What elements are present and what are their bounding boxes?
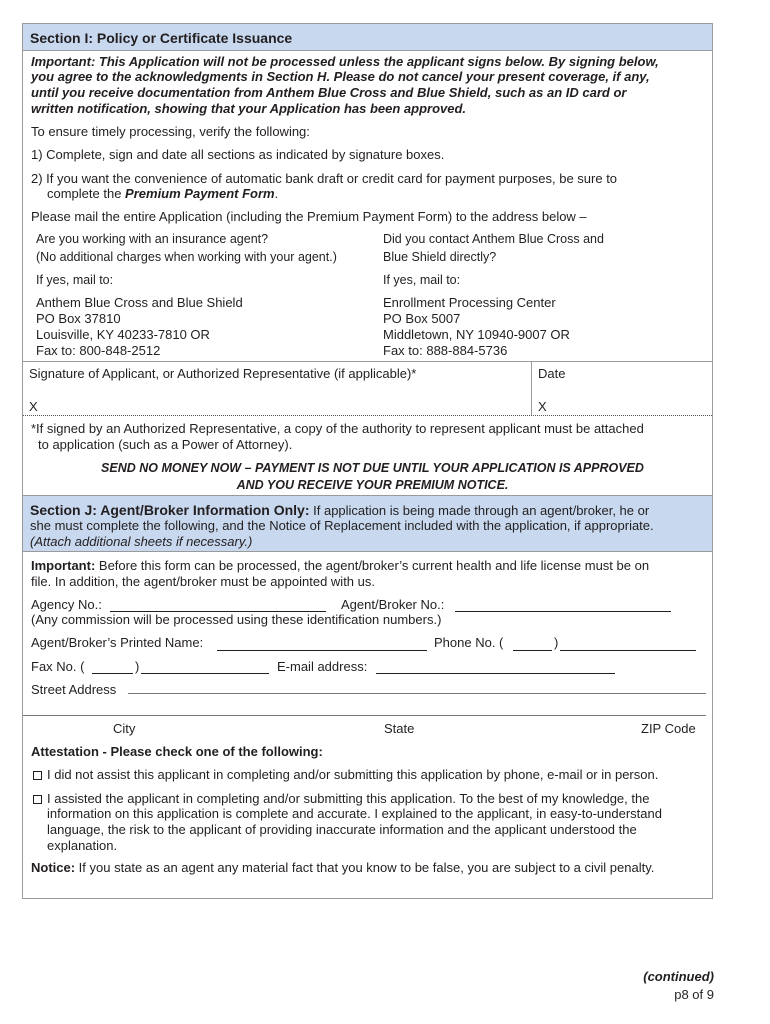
- item2-suffix: .: [274, 186, 279, 201]
- signature-divider: [531, 361, 532, 415]
- option-2-cont: information on this application is complete and accurate. I explained to the applicant, in easy-to-understand: [47, 806, 662, 821]
- send-no-money-notice: SEND NO MONEY NOW – PAYMENT IS NOT DUE UNTIL YOUR APPLICATION IS APPROVED: [101, 461, 644, 475]
- send-no-money-notice-cont: AND YOU RECEIVE YOUR PREMIUM NOTICE.: [236, 478, 509, 492]
- signature-field[interactable]: X: [29, 399, 38, 414]
- direct-mail-to: If yes, mail to:: [383, 273, 461, 287]
- agency-no-label: Agency No.:: [31, 597, 102, 612]
- option-2-checkbox[interactable]: [33, 795, 42, 804]
- direct-address-line: PO Box 5007: [383, 311, 461, 326]
- fax-close-paren: ): [135, 659, 140, 674]
- city-state-zip-field[interactable]: [23, 715, 706, 716]
- phone-close-paren: ): [554, 635, 559, 650]
- direct-fax: Fax to: 888-884-5736: [383, 343, 508, 358]
- fax-label: Fax No. (: [31, 659, 85, 674]
- phone-number-field[interactable]: [560, 650, 696, 651]
- authorized-rep-footnote: *If signed by an Authorized Representative, a copy of the authority to represent applicant must be attached: [31, 421, 644, 436]
- notice-label: Notice:: [31, 860, 76, 875]
- item2-prefix: complete the: [47, 186, 126, 201]
- section-j-attach-note: (Attach additional sheets if necessary.): [30, 534, 253, 549]
- agent-no-label: Agent/Broker No.:: [341, 597, 445, 612]
- date-label: Date: [538, 366, 566, 381]
- option-1-label: I did not assist this applicant in completing and/or submitting this application by phone, e-mail or in person.: [47, 767, 659, 782]
- mail-instructions: Please mail the entire Application (including the Premium Payment Form) to the address below –: [31, 209, 587, 224]
- direct-address-line: Middletown, NY 10940-9007 OR: [383, 327, 570, 342]
- agent-important-line: [31, 558, 649, 574]
- agent-mail-to: If yes, mail to:: [36, 273, 114, 287]
- agent-important-cont: file. In addition, the agent/broker must be appointed with us.: [31, 574, 375, 589]
- phone-area-code-field[interactable]: [513, 650, 552, 651]
- important-line: until you receive documentation from Anthem Blue Cross and Blue Shield, such as an ID card or: [31, 85, 627, 100]
- important-text: Before this form can be processed, the agent/broker’s current health and life license must be on: [95, 558, 650, 573]
- commission-note: (Any commission will be processed using these identification numbers.): [31, 612, 442, 627]
- attestation-heading: Attestation - Please check one of the following:: [31, 744, 323, 759]
- attestation-option-1: [33, 767, 658, 783]
- authorized-rep-footnote-cont: to application (such as a Power of Attorney).: [38, 437, 293, 452]
- signature-bottom-rule: [23, 415, 712, 416]
- agent-no-field[interactable]: [455, 611, 671, 612]
- email-field[interactable]: [376, 673, 615, 674]
- option-2-cont: language, the risk to the applicant of providing inaccurate information and the applicant understood the: [47, 822, 637, 837]
- option-2-cont: explanation.: [47, 838, 118, 853]
- important-label: Important:: [31, 558, 96, 573]
- agent-address-line: PO Box 37810: [36, 311, 121, 326]
- printed-name-label: Agent/Broker’s Printed Name:: [31, 635, 204, 650]
- fax-number-field[interactable]: [141, 673, 269, 674]
- checklist-item-2-cont: [47, 186, 278, 202]
- state-label: State: [384, 721, 415, 736]
- page-number: p8 of 9: [674, 987, 714, 1002]
- printed-name-field[interactable]: [217, 650, 427, 651]
- option-1-checkbox[interactable]: [33, 771, 42, 780]
- signature-top-rule: [23, 361, 712, 362]
- phone-label: Phone No. (: [434, 635, 504, 650]
- notice-text: If you state as an agent any material fact that you know to be false, you are subject to a civil penalty.: [75, 860, 655, 875]
- section-j-title-line: [30, 502, 649, 519]
- city-label: City: [113, 721, 136, 736]
- fax-area-code-field[interactable]: [92, 673, 133, 674]
- notice-line: [31, 860, 654, 876]
- section-j-instructions: she must complete the following, and the Notice of Replacement included with the application, if appropriate.: [30, 518, 654, 533]
- section-i-title: Section I: Policy or Certificate Issuance: [30, 30, 293, 46]
- date-field[interactable]: X: [538, 399, 547, 414]
- direct-question: Did you contact Anthem Blue Cross and: [383, 232, 604, 246]
- continued-label: (continued): [643, 969, 714, 984]
- direct-question-cont: Blue Shield directly?: [383, 250, 497, 264]
- premium-payment-form-ref: Premium Payment Form: [125, 186, 275, 201]
- checklist-item-2: 2) If you want the convenience of automatic bank draft or credit card for payment purposes, be sure to: [31, 171, 618, 186]
- agent-address-line: Louisville, KY 40233-7810 OR: [36, 327, 210, 342]
- timely-processing-text: To ensure timely processing, verify the following:: [31, 124, 310, 139]
- zip-label: ZIP Code: [641, 721, 696, 736]
- important-line: Important: This Application will not be processed unless the applicant signs below. By signing below,: [31, 54, 659, 69]
- section-j-title: Section J: Agent/Broker Information Only:: [30, 502, 310, 518]
- agent-address-line: Anthem Blue Cross and Blue Shield: [36, 295, 243, 310]
- street-address-field[interactable]: [128, 693, 706, 694]
- important-line: you agree to the acknowledgments in Section H. Please do not cancel your present coverage, if any,: [31, 69, 650, 84]
- street-address-label: Street Address: [31, 682, 117, 697]
- agent-fax: Fax to: 800-848-2512: [36, 343, 161, 358]
- option-2-label: I assisted the applicant in completing and/or submitting this application. To the best of my knowledge, the: [47, 791, 650, 806]
- agent-question: Are you working with an insurance agent?: [36, 232, 269, 246]
- direct-address-line: Enrollment Processing Center: [383, 295, 556, 310]
- agent-question-note: (No additional charges when working with your agent.): [36, 250, 337, 264]
- section-j-title-rest: If application is being made through an agent/broker, he or: [309, 503, 650, 518]
- signature-label: Signature of Applicant, or Authorized Representative (if applicable)*: [29, 366, 417, 381]
- email-label: E-mail address:: [277, 659, 368, 674]
- attestation-option-2: [33, 791, 649, 807]
- checklist-item-1: 1) Complete, sign and date all sections as indicated by signature boxes.: [31, 147, 445, 162]
- important-line: written notification, showing that your Application has been approved.: [31, 101, 467, 116]
